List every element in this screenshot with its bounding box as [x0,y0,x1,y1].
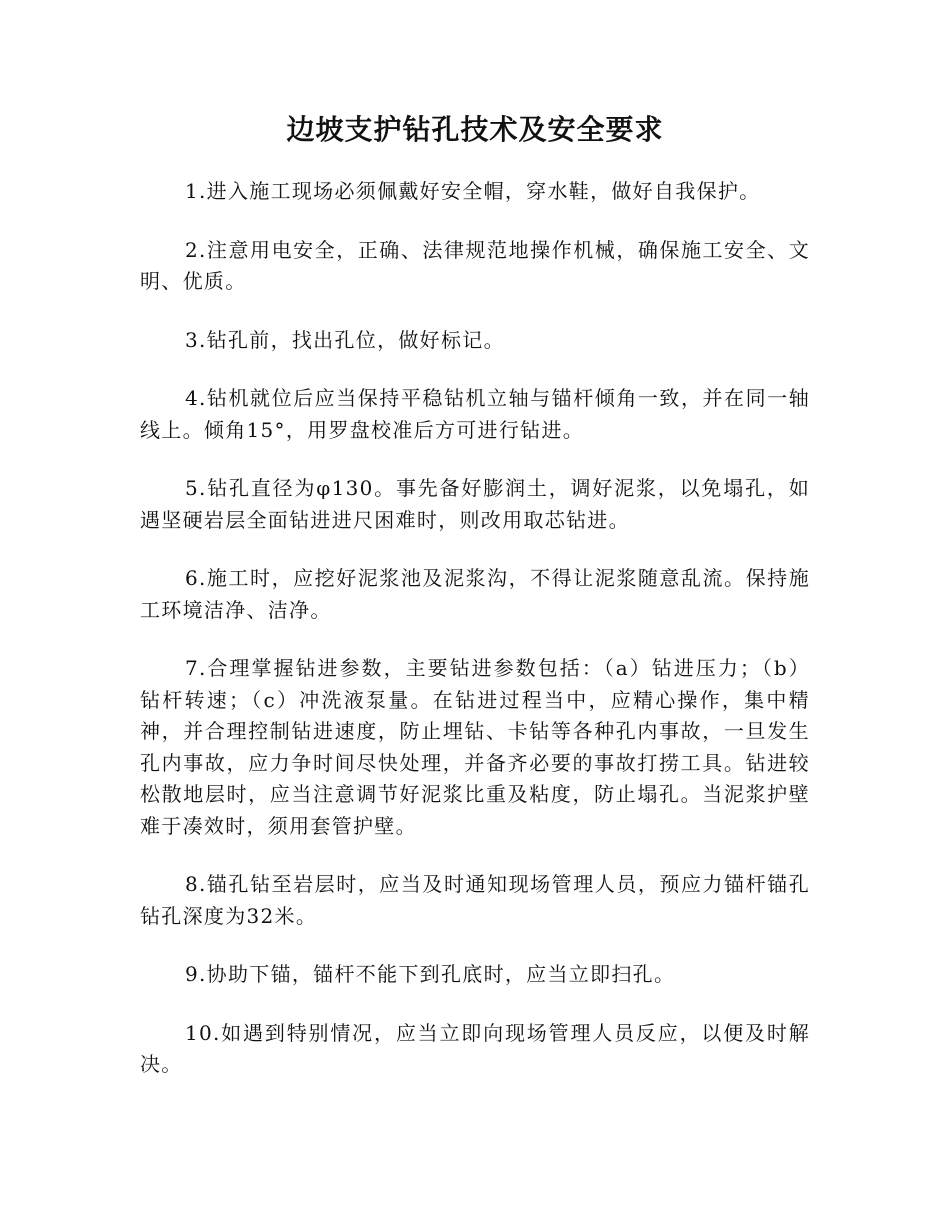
paragraph-9: 9.协助下锚，锚杆不能下到孔底时，应当立即扫孔。 [185,962,676,986]
paragraph-8: 8.锚孔钻至岩层时，应当及时通知现场管理人员，预应力锚杆锚孔钻孔深度为32米。 [140,872,810,928]
paragraph-2: 2.注意用电安全，正确、法律规范地操作机械，确保施工安全、文明、优质。 [140,237,810,293]
paragraph-3: 3.钻孔前，找出孔位，做好标记。 [185,327,505,352]
paragraph-1: 1.进入施工现场必须佩戴好安全帽，穿水鞋，做好自我保护。 [185,179,761,203]
paragraph-4: 4.钻机就位后应当保持平稳钻机立轴与锚杆倾角一致，并在同一轴线上。倾角15°，用罗盘校准后方可进行钻进。 [140,386,810,442]
document-title: 边坡支护钻孔技术及安全要求 [286,113,664,146]
paragraph-6: 6.施工时，应挖好泥浆池及泥浆沟，不得让泥浆随意乱流。保持施工环境洁净、洁净。 [140,566,810,622]
paragraph-7: 7.合理掌握钻进参数，主要钻进参数包括：（a）钻进压力；（b）钻杆转速；（c）冲洗液泵量。在钻进过程当中，应精心操作，集中精神，并合理控制钻进速度，防止埋钻、卡钻等各种孔内事故，一旦发生孔内事故，应力争时间尽快处理，并备齐必要的事故打捞工具。钻进较松散地层时，应当注意调节好泥浆比重及粘度，防止塌孔。当泥浆护壁难于凑效时，须用套管护壁。 [140,656,810,838]
paragraph-5: 5.钻孔直径为φ130。事先备好膨润土，调好泥浆，以免塌孔，如遇坚硬岩层全面钻进进尺困难时，则改用取芯钻进。 [140,476,810,532]
document-page [140,112,810,1108]
paragraph-10: 10.如遇到特别情况，应当立即向现场管理人员反应，以便及时解决。 [140,1020,810,1076]
